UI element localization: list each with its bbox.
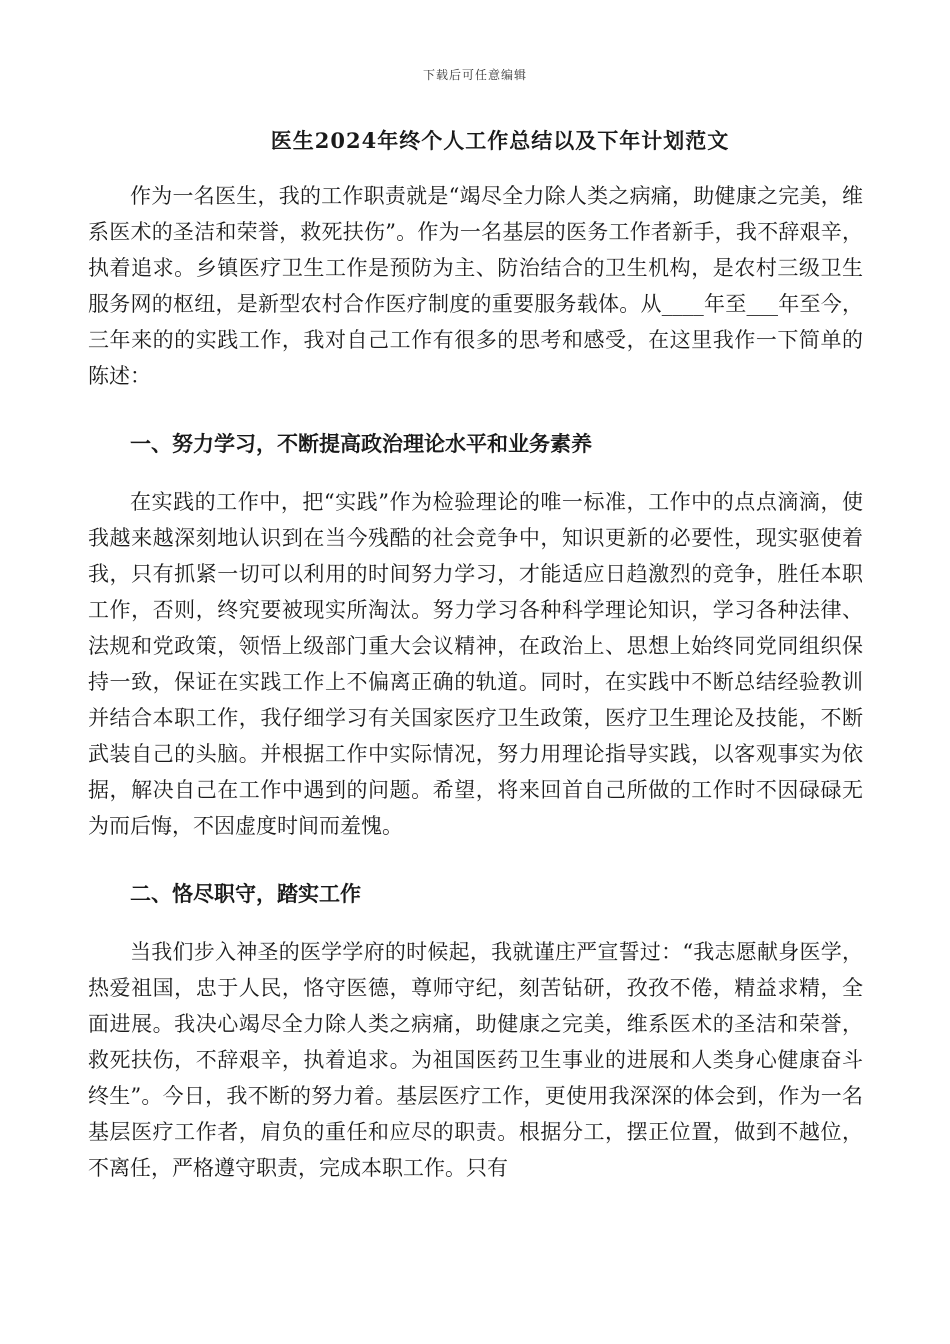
- section-2-heading: 二、恪尽职守，踏实工作: [130, 881, 361, 906]
- document-title: 医生2024年终个人工作总结以及下年计划范文: [270, 128, 730, 153]
- section-1-heading: 一、努力学习，不断提高政治理论水平和业务素养: [130, 431, 592, 456]
- section-2-paragraph: 当我们步入神圣的医学学府的时候起，我就谨庄严宣誓过：“我志愿献身医学，热爱祖国，忠于人民，恪守医德，尊师守纪，刻苦钻研，孜孜不倦，精益求精，全面进展。我决心竭尽全力除人类之病痛，助健康之完美，维系医术的圣洁和荣誉，救死扶伤，不辞艰辛，执着追求。为祖国医药卫生事业的进展和人类身心健康奋斗终生”。今日，我不断的努力着。基层医疗工作，更使用我深深的体会到，作为一名基层医疗工作者，肩负的重任和应尽的职责。根据分工，摆正位置，做到不越位，不离任，严格遵守职责，完成本职工作。只有: [88, 940, 863, 1180]
- section-1-paragraph: 在实践的工作中，把“实践”作为检验理论的唯一标准，工作中的点点滴滴，使我越来越深刻地认识到在当今残酷的社会竞争中，知识更新的必要性，现实驱使着我，只有抓紧一切可以利用的时间努力学习，才能适应日趋激烈的竞争，胜任本职工作，否则，终究要被现实所淘汰。努力学习各种科学理论知识，学习各种法律、法规和党政策，领悟上级部门重大会议精神，在政治上、思想上始终同党同组织保持一致，保证在实践工作上不偏离正确的轨道。同时，在实践中不断总结经验教训并结合本职工作，我仔细学习有关国家医疗卫生政策，医疗卫生理论及技能，不断武装自己的头脑。并根据工作中实际情况，努力用理论指导实践，以客观事实为依据，解决自己在工作中遇到的问题。希望，将来回首自己所做的工作时不因碌碌无为而后悔，不因虚度时间而羞愧。: [88, 490, 863, 838]
- header-note: 下载后可任意编辑: [422, 68, 527, 82]
- intro-paragraph: 作为一名医生，我的工作职责就是“竭尽全力除人类之病痛，助健康之完美，维系医术的圣洁和荣誉，救死扶伤”。作为一名基层的医务工作者新手，我不辞艰辛，执着追求。乡镇医疗卫生工作是预防为主、防治结合的卫生机构，是农村三级卫生服务网的枢纽，是新型农村合作医疗制度的重要服务载体。从____年至___年至今，三年来的的实践工作，我对自己工作有很多的思考和感受，在这里我作一下简单的陈述：: [88, 184, 863, 388]
